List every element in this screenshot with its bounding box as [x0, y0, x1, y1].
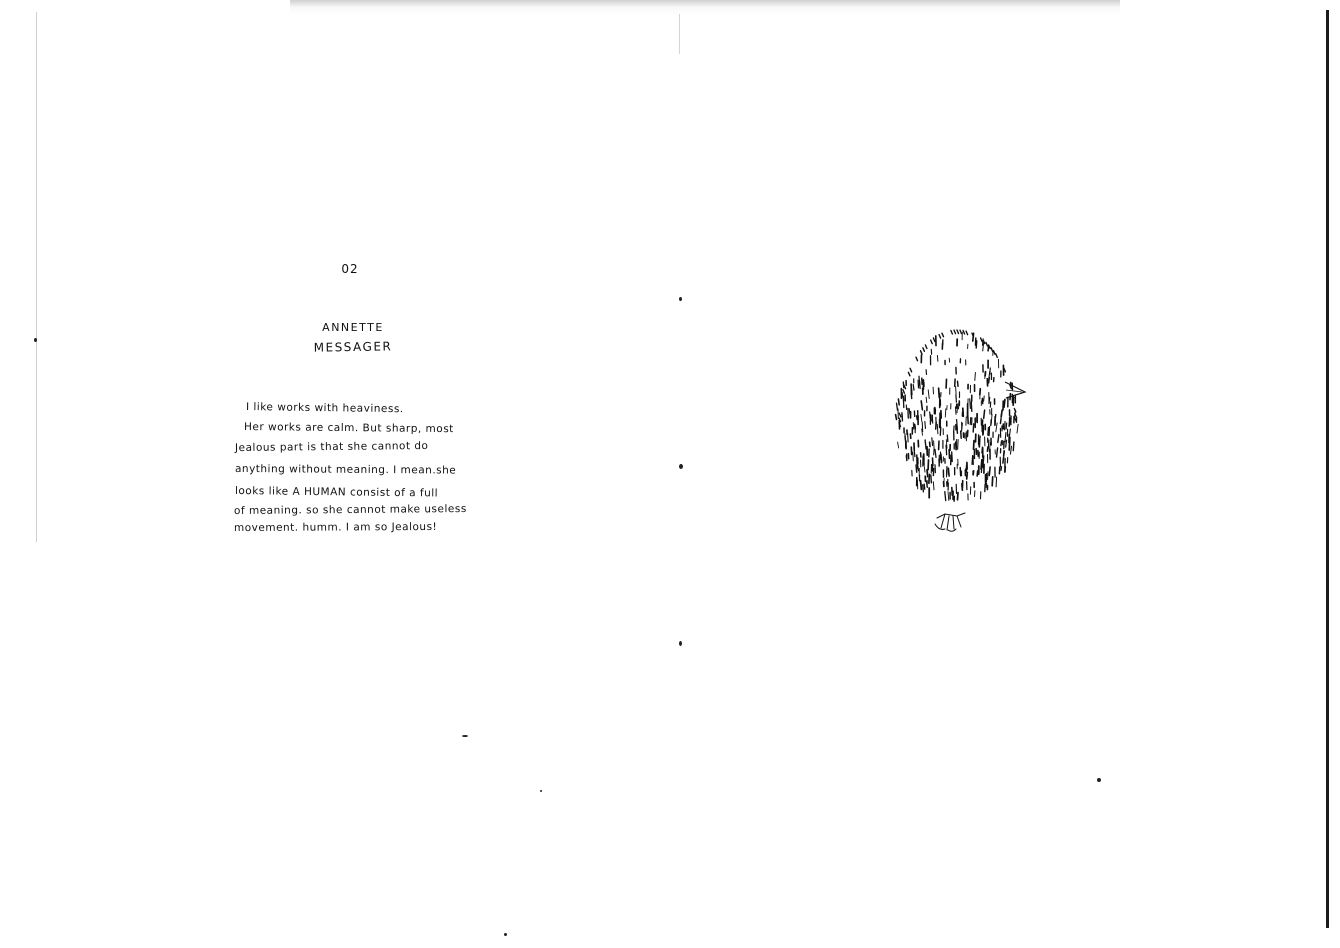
outline-stroke [925, 345, 927, 349]
feather-stroke [959, 402, 960, 409]
feather-stroke [967, 472, 968, 479]
feather-stroke [982, 420, 983, 427]
outline-stroke [908, 372, 910, 376]
feather-stroke [952, 452, 953, 462]
outline-stroke [923, 348, 925, 352]
feather-stroke [989, 467, 990, 475]
body-text-line: of meaning. so she cannot make useless [233, 502, 467, 517]
feather-stroke [984, 410, 985, 418]
dust-speck [540, 790, 542, 792]
outline-stroke [1014, 409, 1016, 413]
dust-speck [679, 464, 683, 469]
feather-stroke [947, 435, 948, 441]
feather-stroke [896, 415, 897, 420]
outline-stroke [966, 331, 968, 335]
outline-stroke [951, 331, 953, 335]
feather-stroke [961, 431, 962, 438]
feather-stroke [948, 468, 949, 476]
feather-stroke [1009, 418, 1010, 426]
outline-stroke [933, 338, 935, 342]
outline-stroke [921, 351, 923, 355]
center-gutter [679, 14, 680, 54]
outline-stroke [899, 413, 901, 417]
outline-stroke [996, 354, 998, 358]
feather-stroke [996, 477, 997, 487]
feather-stroke [1017, 424, 1018, 433]
feather-stroke [1013, 442, 1014, 451]
feather-stroke [897, 403, 898, 410]
dust-speck [679, 641, 682, 646]
feather-stroke [921, 414, 922, 421]
feather-stroke [934, 441, 935, 450]
outline-stroke [916, 357, 918, 361]
dust-speck [504, 933, 507, 936]
feather-stroke [1006, 423, 1007, 429]
feather-stroke [924, 484, 925, 489]
outline-stroke [991, 348, 993, 352]
feather-stroke [1000, 419, 1001, 424]
feather-stroke [913, 452, 914, 461]
body-text-line: I like works with heaviness. [245, 401, 404, 416]
body-text-line: Her works are calm. But sharp, most [243, 421, 454, 436]
dust-speck [34, 338, 37, 342]
feather-stroke [988, 447, 989, 451]
feather-stroke [925, 422, 926, 429]
feather-stroke [973, 424, 974, 432]
outline-stroke [910, 368, 912, 372]
outline-stroke [994, 351, 996, 355]
feather-stroke [981, 463, 982, 473]
feather-stroke [958, 493, 959, 500]
outline-stroke [960, 330, 962, 334]
feather-stroke [982, 447, 983, 453]
feather-stroke [937, 356, 938, 362]
feather-stroke [932, 438, 933, 446]
feather-stroke [945, 492, 946, 501]
feather-stroke [941, 454, 942, 462]
body-text-line: movement. humm. I am so Jealous! [233, 520, 438, 534]
feather-stroke [956, 395, 957, 402]
outline-stroke [942, 333, 944, 337]
dust-speck [679, 297, 682, 301]
feather-stroke [1010, 429, 1011, 436]
feather-stroke [1001, 410, 1002, 417]
feather-stroke [986, 483, 987, 487]
outline-stroke [986, 343, 988, 347]
feather-stroke [997, 448, 998, 457]
scan-top-edge-shadow [290, 0, 1120, 16]
feather-stroke [917, 457, 918, 464]
feather-stroke [921, 481, 922, 490]
feather-stroke [958, 440, 959, 450]
left-page-edge [36, 12, 37, 542]
outline-stroke [954, 330, 956, 334]
bird-drawing [885, 318, 1035, 543]
feather-stroke [974, 441, 975, 450]
feather-stroke [982, 458, 983, 467]
feather-stroke [925, 440, 926, 449]
feather-stroke [988, 346, 989, 351]
dust-speck [1097, 778, 1101, 782]
feather-stroke [927, 481, 928, 487]
feather-stroke [960, 468, 961, 476]
feather-stroke [992, 477, 993, 486]
feather-stroke [906, 456, 907, 461]
page-number: 02 [341, 262, 359, 276]
feather-stroke [932, 466, 933, 471]
outline-stroke [963, 331, 965, 335]
outline-stroke [981, 338, 983, 342]
outline-stroke [931, 340, 933, 344]
body-text-line: anything without meaning. I mean.she [234, 463, 457, 477]
feather-stroke [1001, 467, 1002, 471]
feather-stroke [917, 416, 918, 420]
feather-stroke [911, 393, 912, 399]
artist-first-name: ANNETTE [322, 321, 384, 334]
feather-stroke [1003, 457, 1004, 463]
feather-stroke [913, 385, 914, 391]
feather-stroke [977, 471, 978, 476]
outline-stroke [903, 390, 905, 394]
feather-stroke [948, 492, 949, 501]
feather-stroke [926, 397, 927, 403]
feather-stroke [935, 449, 936, 457]
feather-stroke [921, 401, 922, 410]
feather-stroke [954, 426, 955, 432]
feather-stroke [916, 465, 917, 472]
feather-stroke [970, 418, 971, 425]
feather-stroke [1006, 440, 1007, 447]
feather-stroke [931, 475, 932, 483]
feather-stroke [984, 396, 985, 401]
artist-last-name: MESSAGER [313, 339, 393, 355]
outline-stroke [957, 330, 959, 334]
body-text-line: looks like A HUMAN consist of a full [234, 485, 439, 500]
feather-stroke [945, 409, 946, 417]
feather-stroke [998, 435, 999, 443]
outline-stroke [939, 335, 941, 339]
feather-stroke [958, 381, 959, 386]
feather-stroke [902, 392, 903, 397]
feather-stroke [923, 485, 924, 492]
feather-stroke [990, 368, 991, 374]
feather-stroke [937, 424, 938, 433]
bird-feet [935, 513, 965, 531]
feather-stroke [956, 387, 957, 395]
feather-stroke [920, 381, 921, 388]
feather-stroke [936, 422, 937, 429]
right-page-edge [1326, 10, 1329, 928]
feather-stroke [970, 399, 971, 409]
body-text-line: Jealous part is that she cannot do [234, 439, 429, 454]
feather-stroke [963, 408, 964, 416]
feather-stroke [922, 422, 923, 432]
feather-stroke [1005, 433, 1006, 442]
feather-stroke [1010, 437, 1011, 446]
feather-stroke [928, 390, 929, 399]
bird-feather-strokes [896, 330, 1019, 501]
feather-stroke [975, 373, 976, 381]
feather-stroke [924, 463, 925, 472]
feather-stroke [898, 442, 899, 448]
feather-stroke [996, 423, 997, 432]
bird-beak-line [1006, 390, 1022, 392]
feather-stroke [933, 482, 934, 490]
feather-stroke [957, 426, 958, 433]
feather-stroke [988, 428, 989, 435]
feather-stroke [1001, 441, 1002, 446]
feather-stroke [971, 402, 972, 411]
dust-speck [462, 735, 468, 737]
feather-stroke [1010, 446, 1011, 454]
feather-stroke [898, 399, 899, 405]
